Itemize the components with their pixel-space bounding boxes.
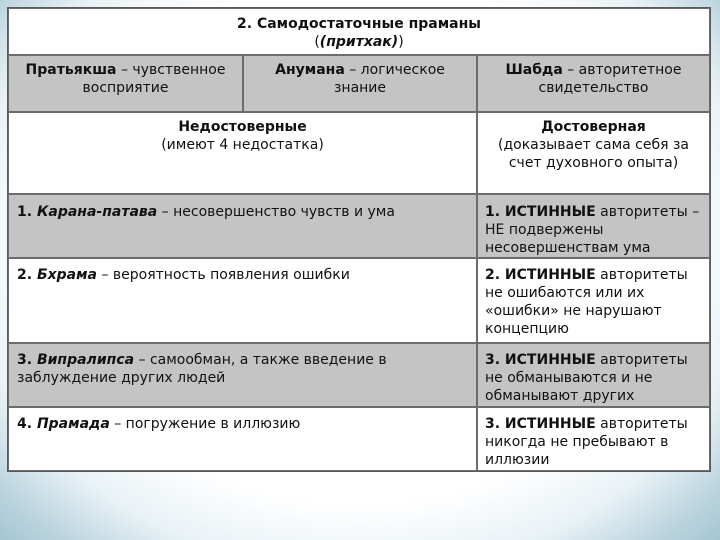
unreliable-title: Недостоверные — [178, 119, 307, 135]
defect-row-4 — [8, 407, 477, 471]
unreliable-cell — [8, 112, 477, 194]
authority-3-line-1: авторитеты — [595, 352, 688, 368]
defect-row-3 — [8, 343, 477, 407]
reliable-cell — [477, 112, 710, 194]
defect-2-num: 2. — [17, 267, 37, 283]
authority-4-line-1: авторитеты — [595, 416, 688, 432]
anumana-desc-1: – логическое — [344, 62, 445, 78]
authority-row-2 — [477, 258, 710, 343]
authority-3-num: 3. ИСТИННЫЕ — [485, 352, 596, 368]
authority-4-line-3: иллюзии — [485, 452, 550, 468]
authority-1-num: 1. ИСТИННЫЕ — [485, 204, 596, 220]
defect-3-num: 3. — [17, 352, 37, 368]
authority-row-4 — [477, 407, 710, 471]
defect-2-text: – вероятность появления ошибки — [97, 267, 350, 283]
authority-1-line-3: несовершенствам ума — [485, 240, 651, 256]
anumana-desc-2: знание — [333, 80, 387, 96]
authority-3-line-3: обманывают других — [485, 388, 635, 404]
reliable-note-2: счет духовного опыта) — [508, 155, 679, 171]
defect-1-text: – несовершенство чувств и ума — [157, 204, 395, 220]
defect-3-term: Випралипса — [36, 352, 135, 368]
unreliable-note: (имеют 4 недостатка) — [161, 137, 324, 153]
authority-1-line-1: авторитеты – — [595, 204, 700, 220]
pratyaksha-desc-2: восприятие — [82, 80, 169, 96]
authority-4-num: 3. ИСТИННЫЕ — [485, 416, 596, 432]
defect-2-term: Бхрама — [36, 267, 97, 283]
pramanas-table — [7, 7, 711, 472]
anumana-term: Анумана — [275, 62, 345, 78]
authority-2-num: 2. ИСТИННЫЕ — [485, 267, 596, 283]
authority-row-3 — [477, 343, 710, 407]
defect-row-2 — [8, 258, 477, 343]
table-header-cell — [8, 8, 710, 55]
defect-1-num: 1. — [17, 204, 37, 220]
defect-4-term: Прамада — [36, 416, 110, 432]
authority-3-line-2: не обманываются и не — [485, 370, 653, 386]
authority-4-line-2: никогда не пребывают в — [485, 434, 669, 450]
table-subtitle: ((притхак)) — [314, 34, 404, 50]
defect-3-text-2: заблуждение других людей — [17, 370, 226, 386]
pratyaksha-cell — [8, 55, 243, 112]
reliable-note-1: (доказывает сама себя за — [498, 137, 689, 153]
reliable-title: Достоверная — [541, 119, 646, 135]
defect-3-text-1: – самообман, а также введение в — [134, 352, 387, 368]
defect-1-term: Карана-патава — [36, 204, 158, 220]
pratyaksha-term: Пратьякша — [25, 62, 117, 78]
authority-2-line-2: не ошибаются или их — [485, 285, 645, 301]
authority-2-line-3: «ошибки» не нарушают — [485, 303, 662, 319]
authority-2-line-4: концепцию — [485, 321, 569, 337]
authority-row-1 — [477, 194, 710, 258]
anumana-cell — [243, 55, 477, 112]
authority-1-line-2: НЕ подвержены — [485, 222, 604, 238]
authority-2-line-1: авторитеты — [595, 267, 688, 283]
shabda-cell — [477, 55, 710, 112]
shabda-desc-1: – авторитетное — [562, 62, 682, 78]
defect-4-text: – погружение в иллюзию — [109, 416, 301, 432]
defect-4-num: 4. — [17, 416, 37, 432]
pratyaksha-desc-1: – чувственное — [116, 62, 226, 78]
shabda-term: Шабда — [505, 62, 563, 78]
table-title: 2. Самодостаточные праманы — [237, 16, 481, 32]
pritkhak-term: (притхак) — [319, 34, 399, 50]
shabda-desc-2: свидетельство — [538, 80, 649, 96]
defect-row-1 — [8, 194, 477, 258]
